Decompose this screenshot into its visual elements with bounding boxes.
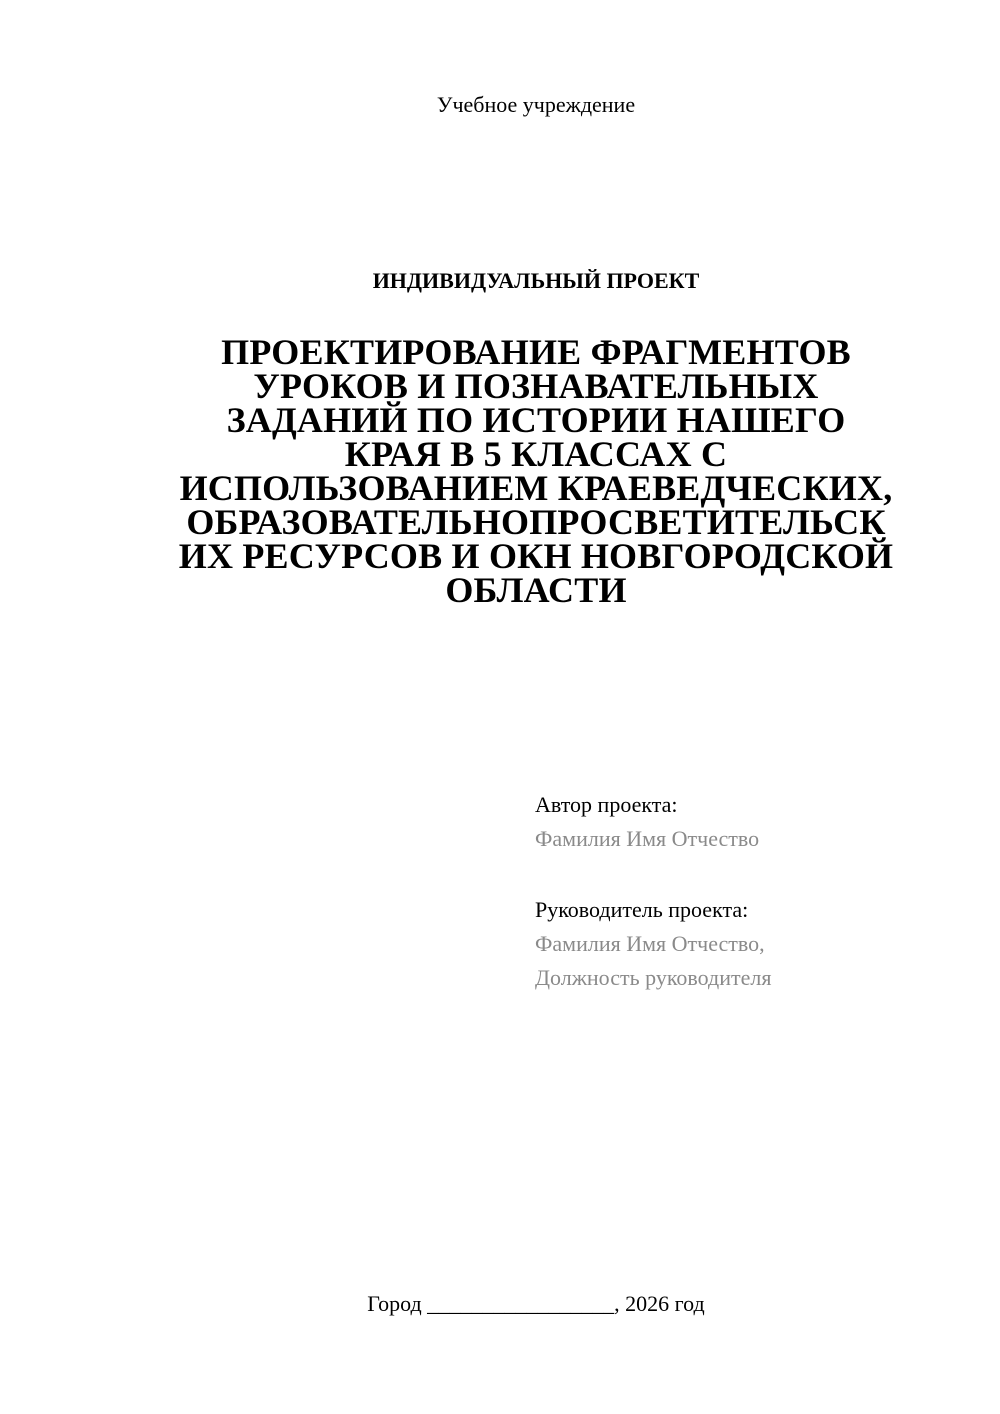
institution-name: Учебное учреждение [436, 92, 636, 117]
supervisor-label: Руководитель проекта: [535, 897, 749, 922]
author-label: Автор проекта: [535, 792, 678, 817]
project-title-line: ЗАДАНИЙ ПО ИСТОРИИ НАШЕГО [226, 400, 846, 440]
project-title-line: КРАЯ В 5 КЛАССАХ С [344, 434, 728, 474]
city-label: Город [367, 1291, 422, 1316]
author-block [535, 788, 965, 856]
project-type-heading: ИНДИВИДУАЛЬНЫЙ ПРОЕКТ [372, 268, 700, 293]
project-title-line: ИХ РЕСУРСОВ И ОКН НОВГОРОДСКОЙ [178, 536, 894, 576]
city-blank-line: _________________ [427, 1291, 615, 1316]
project-title [150, 332, 922, 610]
year-text: , 2026 год [614, 1291, 705, 1316]
project-title-line: УРОКОВ И ПОЗНАВАТЕЛЬНЫХ [253, 366, 819, 406]
project-title-line: ОБРАЗОВАТЕЛЬНОПРОСВЕТИТЕЛЬСК [186, 502, 886, 542]
project-title-line: ПРОЕКТИРОВАНИЕ ФРАГМЕНТОВ [221, 332, 851, 372]
supervisor-block [535, 893, 965, 995]
supervisor-name-placeholder: Фамилия Имя Отчество, [535, 931, 765, 956]
city-year-line [0, 1289, 1000, 1319]
supervisor-position-placeholder: Должность руководителя [535, 965, 772, 990]
author-name-placeholder: Фамилия Имя Отчество [535, 826, 760, 851]
project-title-line: ИСПОЛЬЗОВАНИЕМ КРАЕВЕДЧЕСКИХ, [179, 468, 893, 508]
project-title-line: ОБЛАСТИ [445, 570, 627, 610]
